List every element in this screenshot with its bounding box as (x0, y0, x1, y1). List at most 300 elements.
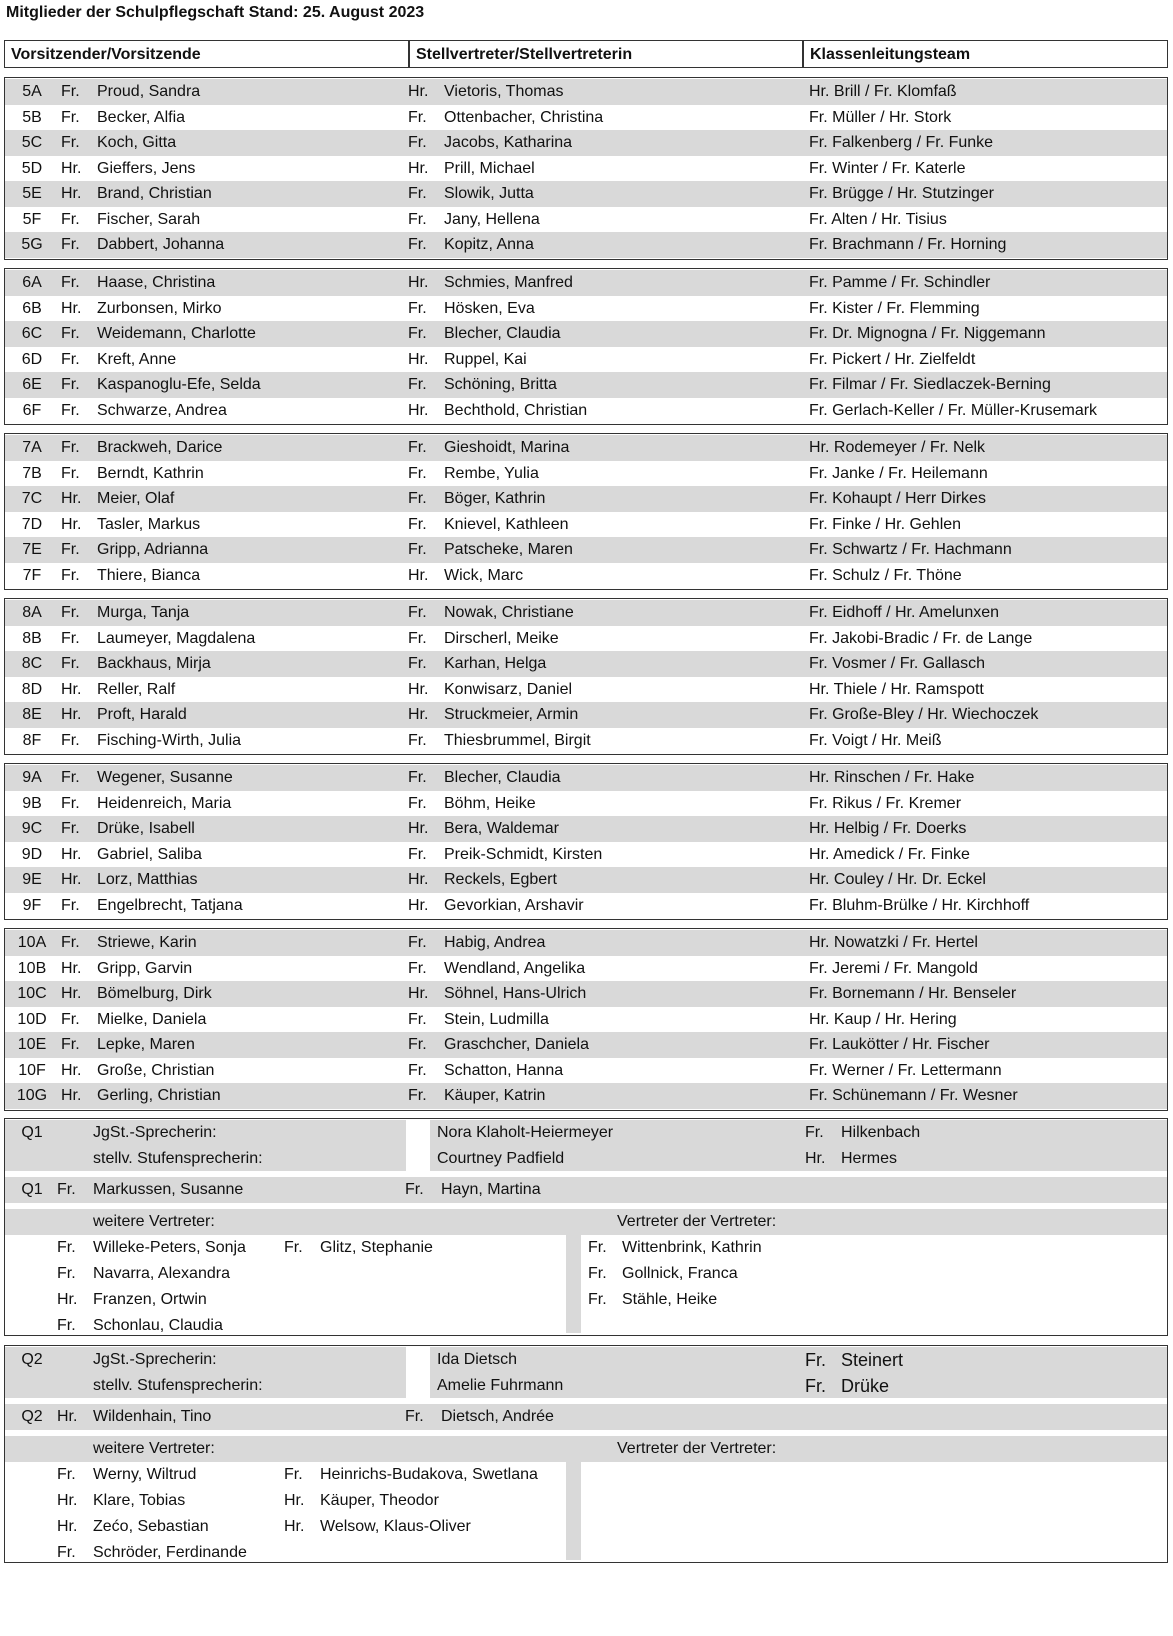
class-label: 10F (18, 1061, 46, 1079)
deputy-salutation: Fr. (408, 1087, 427, 1104)
deputy-rep-salutation: Fr. (588, 1265, 607, 1282)
rep-name: Glitz, Stephanie (320, 1239, 433, 1256)
class-team: Fr. Alten / Hr. Tisius (809, 210, 947, 228)
chair-name: Reller, Ralf (97, 680, 176, 698)
deputy-salutation: Fr. (408, 1036, 427, 1053)
class-group (4, 763, 1168, 920)
rep-salutation: Hr. (284, 1492, 305, 1509)
teacher-salutation: Fr. (805, 1124, 824, 1141)
chair-salutation: Hr. (61, 680, 82, 698)
class-label: 10E (17, 1036, 47, 1053)
class-team: Fr. Jeremi / Fr. Mangold (809, 959, 978, 977)
chair-name: Thiere, Bianca (97, 566, 201, 584)
class-team: Fr. Kohaupt / Herr Dirkes (809, 490, 986, 507)
deputy-rep-name: Gollnick, Franca (622, 1265, 738, 1282)
chair-name: Brand, Christian (97, 185, 212, 202)
deputy-salutation: Fr. (408, 1010, 427, 1028)
chair-salutation: Fr. (61, 134, 80, 151)
teacher-salutation: Fr. (805, 1350, 826, 1370)
chair-salutation: Fr. (61, 1036, 80, 1053)
deputy-salutation: Fr. (408, 299, 427, 317)
group-label: Q1 (21, 1124, 43, 1141)
deputy-name: Graschcher, Daniela (444, 1036, 589, 1053)
class-team: Fr. Schwartz / Fr. Hachmann (809, 541, 1012, 558)
deputy-salutation: Fr. (408, 134, 427, 151)
class-label: 10B (17, 959, 47, 977)
rep-salutation: Fr. (57, 1466, 76, 1483)
class-team: Fr. Pickert / Hr. Zielfeldt (809, 350, 976, 368)
deputy-name: Gieshoidt, Marina (444, 439, 570, 456)
class-team: Hr. Rodemeyer / Fr. Nelk (809, 439, 986, 456)
class-team: Fr. Laukötter / Hr. Fischer (809, 1036, 990, 1053)
chair-salutation: Fr. (61, 896, 80, 914)
class-team: Hr. Nowatzki / Fr. Hertel (809, 934, 978, 951)
chair-salutation: Fr. (61, 629, 80, 647)
deputy-salutation: Fr. (408, 655, 427, 672)
class-label: 8C (21, 655, 43, 672)
deputy-salutation: Hr. (408, 820, 429, 837)
deputy-salutation: Fr. (408, 439, 427, 456)
deputy-name: Nowak, Christiane (444, 604, 574, 621)
class-label: 5F (22, 210, 42, 228)
column-divider (566, 1235, 581, 1333)
chair-salutation: Fr. (61, 464, 80, 482)
class-team: Fr. Große-Bley / Hr. Wiechoczek (809, 706, 1039, 723)
rep-name: Zećo, Sebastian (93, 1518, 209, 1535)
rep-salutation: Hr. (57, 1518, 78, 1535)
class-label: 9B (22, 794, 42, 812)
vice-speaker-name: Amelie Fuhrmann (437, 1377, 564, 1394)
upper-school-group-q2 (4, 1345, 1168, 1563)
speaker-label: JgSt.-Sprecherin: (93, 1351, 217, 1368)
class-team: Fr. Jakobi-Bradic / Fr. de Lange (809, 629, 1033, 647)
deputy-salutation: Fr. (408, 769, 427, 786)
chair-name: Schwarze, Andrea (97, 401, 227, 419)
class-team: Fr. Kister / Fr. Flemming (809, 299, 980, 317)
class-label: 6E (22, 376, 42, 393)
deputy-rep-name: Stähle, Heike (622, 1291, 718, 1308)
chair-name: Kreft, Anne (97, 350, 177, 368)
chair-salutation: Fr. (61, 794, 80, 812)
class-team: Fr. Voigt / Hr. Meiß (809, 731, 942, 749)
rep-name: Klare, Tobias (93, 1492, 186, 1509)
teacher-name: Steinert (841, 1350, 904, 1370)
class-label: 5C (21, 134, 43, 151)
deputy-name: Prill, Michael (444, 159, 535, 177)
class-label: 9A (22, 769, 42, 786)
chair-salutation: Hr. (61, 299, 82, 317)
class-label: 7E (22, 541, 42, 558)
class-team: Fr. Eidhoff / Hr. Amelunxen (809, 604, 1000, 621)
vice-speaker-label: stellv. Stufensprecherin: (93, 1377, 263, 1394)
chair-salutation: Hr. (61, 515, 82, 533)
class-team: Hr. Rinschen / Fr. Hake (809, 769, 975, 786)
chair-name: Zurbonsen, Mirko (97, 299, 222, 317)
chair-salutation: Fr. (61, 210, 80, 228)
class-team: Fr. Gerlach-Keller / Fr. Müller-Krusemark (809, 401, 1098, 419)
class-label: 6A (22, 274, 42, 291)
deputy-name: Dirscherl, Meike (444, 629, 559, 647)
rep-name: Heinrichs-Budakova, Swetlana (320, 1466, 538, 1483)
rep-salutation: Fr. (57, 1265, 76, 1282)
deputy-salutation: Fr. (405, 1181, 424, 1198)
class-team: Fr. Falkenberg / Fr. Funke (809, 134, 994, 151)
class-label: 5E (22, 185, 42, 202)
class-team: Fr. Filmar / Fr. Siedlaczek-Berning (809, 376, 1051, 393)
deputy-salutation: Hr. (408, 680, 429, 698)
class-team: Fr. Bornemann / Hr. Benseler (809, 985, 1017, 1002)
chair-name: Heidenreich, Maria (97, 794, 232, 812)
class-label: 6F (22, 401, 42, 419)
chair-name: Tasler, Markus (97, 515, 201, 533)
group-label: Q1 (21, 1181, 43, 1198)
chair-salutation: Fr. (61, 401, 80, 419)
deputy-name: Ottenbacher, Christina (444, 108, 604, 126)
class-group (4, 598, 1168, 755)
deputy-salutation: Fr. (408, 629, 427, 647)
chair-salutation: Hr. (61, 845, 82, 863)
class-team: Hr. Kaup / Hr. Hering (809, 1010, 957, 1028)
chair-salutation: Fr. (61, 376, 80, 393)
deputy-salutation: Fr. (408, 108, 427, 126)
rep-salutation: Fr. (57, 1239, 76, 1256)
further-reps-label: weitere Vertreter: (93, 1440, 215, 1457)
class-label: 5D (21, 159, 43, 177)
deputy-name: Blecher, Claudia (444, 325, 561, 342)
deputy-salutation: Hr. (408, 401, 429, 419)
chair-name: Drüke, Isabell (97, 820, 195, 837)
deputy-salutation: Fr. (408, 515, 427, 533)
deputy-name: Böhm, Heike (444, 794, 536, 812)
header-class-team: Klassenleitungsteam (810, 46, 971, 63)
class-label: 8E (22, 706, 42, 723)
class-team: Hr. Helbig / Fr. Doerks (809, 820, 967, 837)
chair-salutation: Hr. (57, 1408, 78, 1425)
chair-name: Gripp, Adrianna (97, 541, 209, 558)
chair-name: Große, Christian (97, 1061, 215, 1079)
rep-name: Welsow, Klaus-Oliver (320, 1518, 471, 1535)
class-label: 8A (22, 604, 42, 621)
chair-name: Fisching-Wirth, Julia (97, 731, 242, 749)
class-label: 7B (22, 464, 42, 482)
rep-name: Willeke-Peters, Sonja (93, 1239, 246, 1256)
class-label: 10A (17, 934, 47, 951)
class-team: Fr. Brügge / Hr. Stutzinger (809, 185, 994, 202)
speaker-name: Nora Klaholt-Heiermeyer (437, 1124, 614, 1141)
class-label: 8F (22, 731, 42, 749)
deputy-name: Konwisarz, Daniel (444, 680, 573, 698)
deputy-name: Kopitz, Anna (444, 236, 534, 253)
deputy-name: Stein, Ludmilla (444, 1010, 549, 1028)
deputy-salutation: Fr. (408, 934, 427, 951)
deputy-reps-label: Vertreter der Vertreter: (617, 1440, 777, 1457)
deputy-name: Karhan, Helga (444, 655, 547, 672)
rep-name: Franzen, Ortwin (93, 1291, 207, 1308)
chair-name: Gerling, Christian (97, 1087, 221, 1104)
class-label: 5G (21, 236, 43, 253)
class-team: Fr. Pamme / Fr. Schindler (809, 274, 991, 291)
class-label: 7F (22, 566, 42, 584)
deputy-name: Käuper, Katrin (444, 1087, 546, 1104)
deputy-name: Thiesbrummel, Birgit (444, 731, 591, 749)
deputy-rep-salutation: Fr. (588, 1291, 607, 1308)
row-shading (5, 486, 1167, 512)
class-label: 9E (22, 871, 42, 888)
chair-name: Markussen, Susanne (93, 1181, 244, 1198)
group-label: Q2 (21, 1408, 43, 1425)
rep-salutation: Fr. (284, 1239, 303, 1256)
class-label: 8B (22, 629, 42, 647)
chair-salutation: Fr. (61, 566, 80, 584)
deputy-name: Schatton, Hanna (444, 1061, 564, 1079)
chair-name: Berndt, Kathrin (97, 464, 204, 482)
deputy-name: Schmies, Manfred (444, 274, 573, 291)
chair-name: Murga, Tanja (97, 604, 190, 621)
chair-salutation: Hr. (61, 159, 82, 177)
chair-name: Proud, Sandra (97, 83, 201, 100)
chair-salutation: Fr. (61, 655, 80, 672)
speaker-name: Ida Dietsch (437, 1351, 518, 1368)
class-team: Fr. Dr. Mignogna / Fr. Niggemann (809, 325, 1046, 342)
column-divider (566, 1462, 581, 1560)
deputy-salutation: Fr. (408, 731, 427, 749)
chair-salutation: Hr. (61, 490, 82, 507)
class-team: Fr. Rikus / Fr. Kremer (809, 794, 962, 812)
rep-name: Schröder, Ferdinande (93, 1544, 247, 1561)
chair-name: Bömelburg, Dirk (97, 985, 212, 1002)
chair-name: Kaspanoglu-Efe, Selda (97, 376, 261, 393)
class-team: Fr. Vosmer / Fr. Gallasch (809, 655, 986, 672)
chair-salutation: Fr. (61, 350, 80, 368)
rep-name: Käuper, Theodor (320, 1492, 439, 1509)
deputy-salutation: Fr. (408, 464, 427, 482)
chair-name: Gabriel, Saliba (97, 845, 202, 863)
column-header-row (4, 40, 1168, 68)
chair-salutation: Fr. (61, 769, 80, 786)
chair-name: Wegener, Susanne (97, 769, 233, 786)
deputy-rep-salutation: Fr. (588, 1239, 607, 1256)
deputy-salutation: Hr. (408, 159, 429, 177)
chair-name: Meier, Olaf (97, 490, 175, 507)
chair-salutation: Fr. (61, 325, 80, 342)
class-team: Fr. Winter / Fr. Katerle (809, 159, 966, 177)
chair-salutation: Fr. (57, 1181, 76, 1198)
deputy-name: Knievel, Kathleen (444, 515, 569, 533)
deputy-name: Ruppel, Kai (444, 350, 527, 368)
deputy-salutation: Hr. (408, 350, 429, 368)
class-team: Hr. Amedick / Fr. Finke (809, 845, 970, 863)
chair-name: Koch, Gitta (97, 134, 177, 151)
class-label: 9F (22, 896, 42, 914)
vice-speaker-name: Courtney Padfield (437, 1150, 565, 1167)
chair-salutation: Hr. (61, 706, 82, 723)
chair-name: Gieffers, Jens (97, 159, 196, 177)
upper-school-group-q1 (4, 1118, 1168, 1336)
chair-name: Backhaus, Mirja (97, 655, 211, 672)
further-reps-label: weitere Vertreter: (93, 1213, 215, 1230)
deputy-salutation: Hr. (408, 566, 429, 584)
deputy-name: Söhnel, Hans-Ulrich (444, 985, 587, 1002)
chair-name: Engelbrecht, Tatjana (97, 896, 243, 914)
header-chair: Vorsitzender/Vorsitzende (11, 46, 201, 63)
chair-name: Gripp, Garvin (97, 959, 193, 977)
chair-salutation: Fr. (61, 604, 80, 621)
class-team: Fr. Janke / Fr. Heilemann (809, 464, 988, 482)
deputy-name: Gevorkian, Arshavir (444, 896, 584, 914)
class-group (4, 433, 1168, 590)
deputy-name: Wendland, Angelika (444, 959, 586, 977)
class-group (4, 77, 1168, 260)
chair-salutation: Hr. (61, 871, 82, 888)
class-label: 6D (21, 350, 43, 368)
deputy-salutation: Fr. (408, 490, 427, 507)
deputy-salutation: Fr. (408, 541, 427, 558)
deputy-name: Bera, Waldemar (444, 820, 559, 837)
deputy-salutation: Fr. (408, 794, 427, 812)
chair-name: Laumeyer, Magdalena (97, 629, 256, 647)
teacher-name: Drüke (841, 1376, 890, 1396)
class-label: 9C (21, 820, 43, 837)
group-label: Q2 (21, 1351, 43, 1368)
deputy-name: Hösken, Eva (444, 299, 535, 317)
deputy-salutation: Hr. (408, 83, 429, 100)
deputy-name: Rembe, Yulia (444, 464, 539, 482)
chair-salutation: Fr. (61, 236, 80, 253)
rep-salutation: Hr. (57, 1291, 78, 1308)
chair-name: Dabbert, Johanna (97, 236, 225, 253)
deputy-name: Bechthold, Christian (444, 401, 588, 419)
deputy-salutation: Fr. (408, 185, 427, 202)
deputy-name: Struckmeier, Armin (444, 706, 579, 723)
chair-name: Mielke, Daniela (97, 1010, 207, 1028)
teacher-name: Hermes (841, 1150, 898, 1167)
chair-salutation: Hr. (61, 1061, 82, 1079)
deputy-salutation: Fr. (408, 210, 427, 228)
deputy-salutation: Hr. (408, 896, 429, 914)
class-label: 7D (21, 515, 43, 533)
deputy-salutation: Fr. (408, 604, 427, 621)
chair-salutation: Fr. (61, 934, 80, 951)
chair-name: Weidemann, Charlotte (97, 325, 256, 342)
class-label: 10C (17, 985, 47, 1002)
chair-salutation: Hr. (61, 1087, 82, 1104)
class-team: Fr. Brachmann / Fr. Horning (809, 236, 1007, 253)
chair-name: Lepke, Maren (97, 1036, 195, 1053)
class-team: Fr. Müller / Hr. Stork (809, 108, 952, 126)
class-team: Hr. Couley / Hr. Dr. Eckel (809, 871, 986, 888)
class-team: Fr. Finke / Hr. Gehlen (809, 515, 962, 533)
deputy-reps-label: Vertreter der Vertreter: (617, 1213, 777, 1230)
chair-salutation: Fr. (61, 1010, 80, 1028)
chair-salutation: Hr. (61, 185, 82, 202)
class-label: 10G (16, 1087, 48, 1104)
deputy-salutation: Fr. (408, 376, 427, 393)
class-team: Hr. Thiele / Hr. Ramspott (809, 680, 984, 698)
header-deputy: Stellvertreter/Stellvertreterin (416, 46, 633, 63)
class-team: Fr. Schulz / Fr. Thöne (809, 566, 962, 584)
deputy-salutation: Hr. (408, 871, 429, 888)
speaker-label: JgSt.-Sprecherin: (93, 1124, 217, 1141)
deputy-name: Jacobs, Katharina (444, 134, 573, 151)
deputy-salutation: Fr. (408, 325, 427, 342)
rep-salutation: Fr. (57, 1544, 76, 1561)
class-group (4, 268, 1168, 425)
rep-salutation: Hr. (284, 1518, 305, 1535)
chair-salutation: Hr. (61, 985, 82, 1002)
deputy-salutation: Fr. (408, 959, 427, 977)
chair-salutation: Fr. (61, 274, 80, 291)
deputy-rep-name: Wittenbrink, Kathrin (622, 1239, 762, 1256)
chair-salutation: Fr. (61, 108, 80, 126)
teacher-salutation: Fr. (805, 1376, 826, 1396)
class-team: Hr. Brill / Fr. Klomfaß (809, 83, 957, 100)
chair-name: Brackweh, Darice (97, 439, 223, 456)
chair-salutation: Fr. (61, 439, 80, 456)
class-label: 6B (22, 299, 42, 317)
deputy-salutation: Hr. (408, 706, 429, 723)
deputy-name: Slowik, Jutta (444, 185, 534, 202)
deputy-salutation: Fr. (408, 236, 427, 253)
rep-salutation: Fr. (284, 1466, 303, 1483)
chair-salutation: Fr. (61, 541, 80, 558)
class-label: 10D (17, 1010, 47, 1028)
deputy-salutation: Hr. (408, 274, 429, 291)
chair-name: Striewe, Karin (97, 934, 197, 951)
deputy-name: Vietoris, Thomas (444, 83, 564, 100)
class-team: Fr. Werner / Fr. Lettermann (809, 1061, 1002, 1079)
deputy-name: Wick, Marc (444, 566, 524, 584)
rep-salutation: Hr. (57, 1492, 78, 1509)
rep-name: Navarra, Alexandra (93, 1265, 230, 1282)
teacher-salutation: Hr. (805, 1150, 826, 1167)
rep-salutation: Fr. (57, 1317, 76, 1334)
deputy-salutation: Fr. (408, 845, 427, 863)
deputy-salutation: Fr. (405, 1408, 424, 1425)
cell-gap (406, 1120, 430, 1171)
rep-name: Werny, Wiltrud (93, 1466, 197, 1483)
deputy-name: Böger, Kathrin (444, 490, 546, 507)
deputy-name: Patscheke, Maren (444, 541, 573, 558)
deputy-salutation: Hr. (408, 985, 429, 1002)
class-label: 9D (21, 845, 43, 863)
class-team: Fr. Bluhm-Brülke / Hr. Kirchhoff (809, 896, 1030, 914)
class-group (4, 928, 1168, 1111)
vice-speaker-label: stellv. Stufensprecherin: (93, 1150, 263, 1167)
deputy-name: Habig, Andrea (444, 934, 546, 951)
class-label: 8D (21, 680, 43, 698)
rep-name: Schonlau, Claudia (93, 1317, 223, 1334)
chair-salutation: Fr. (61, 820, 80, 837)
chair-name: Lorz, Matthias (97, 871, 198, 888)
chair-salutation: Fr. (61, 731, 80, 749)
class-label: 7C (21, 490, 43, 507)
chair-name: Haase, Christina (97, 274, 216, 291)
class-team: Fr. Schünemann / Fr. Wesner (809, 1087, 1018, 1104)
deputy-name: Dietsch, Andrée (441, 1408, 554, 1425)
class-label: 7A (22, 439, 42, 456)
chair-name: Proft, Harald (97, 706, 187, 723)
deputy-name: Schöning, Britta (444, 376, 557, 393)
deputy-name: Reckels, Egbert (444, 871, 557, 888)
cell-gap (406, 1347, 430, 1398)
deputy-name: Blecher, Claudia (444, 769, 561, 786)
class-label: 5A (22, 83, 42, 100)
document-title: Mitglieder der Schulpflegschaft Stand: 25. August 2023 (6, 4, 425, 21)
teacher-name: Hilkenbach (841, 1124, 921, 1141)
chair-name: Fischer, Sarah (97, 210, 201, 228)
class-label: 6C (21, 325, 43, 342)
deputy-name: Jany, Hellena (444, 210, 540, 228)
